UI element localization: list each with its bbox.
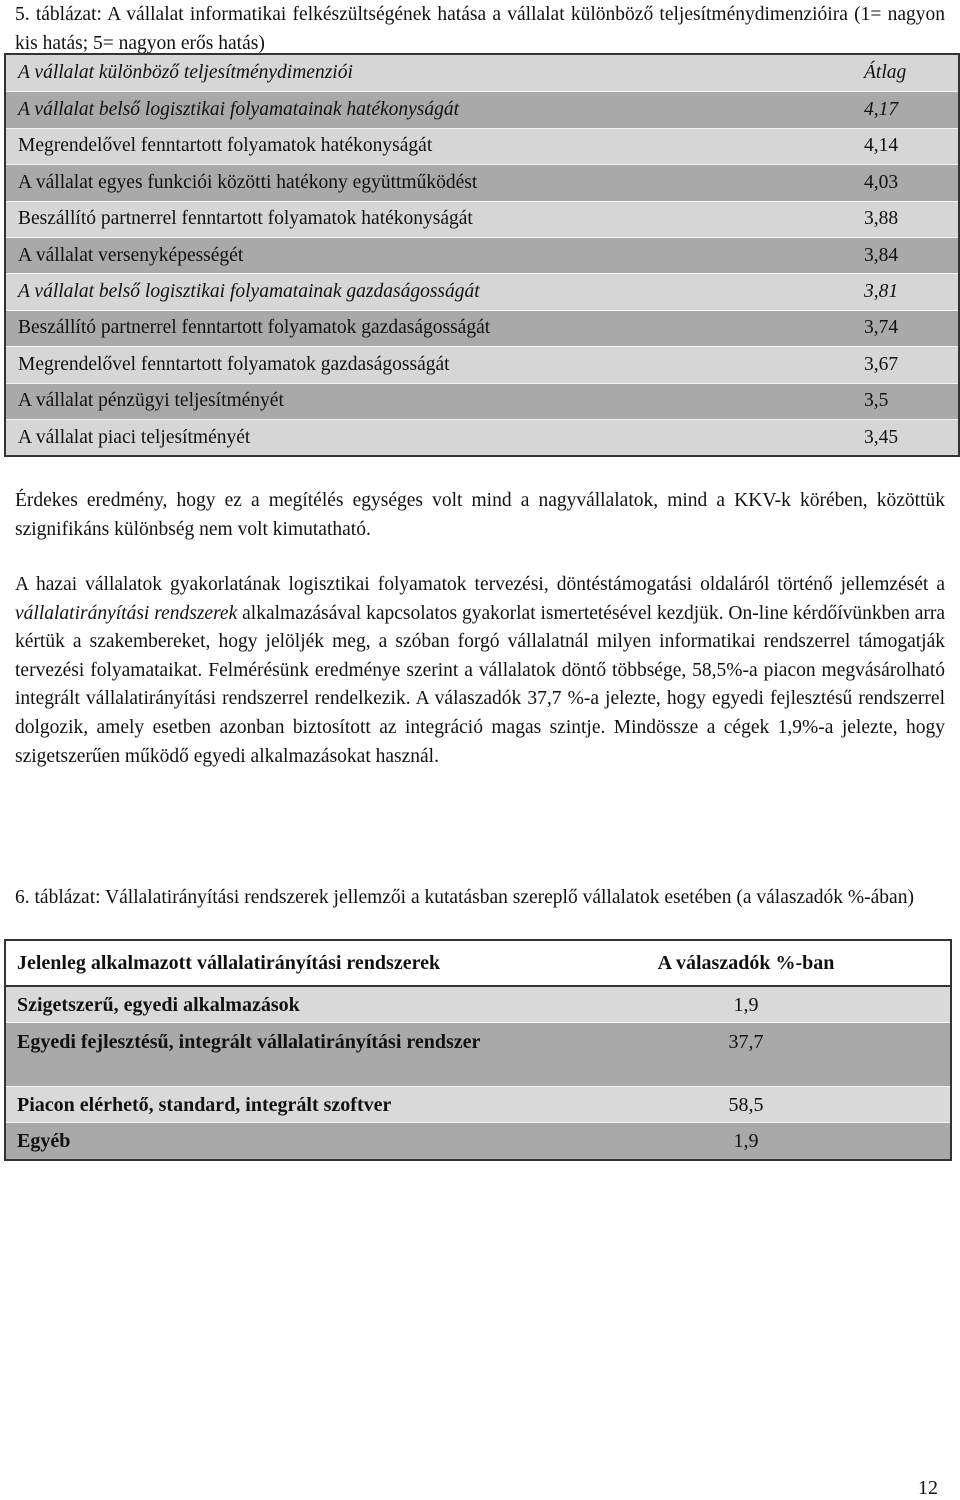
page-number: 12 — [918, 1477, 938, 1499]
table-row — [6, 383, 958, 419]
paragraph-2 — [15, 571, 945, 771]
row-label: A vállalat belső logisztikai folyamatainak hatékonyságát — [18, 99, 460, 121]
row-label: Megrendelővel fenntartott folyamatok gazdaságosságát — [18, 353, 450, 375]
row-value: 3,81 — [864, 281, 899, 303]
table-row — [6, 346, 958, 382]
row-label: A vállalat pénzügyi teljesítményét — [18, 390, 284, 412]
row-label: A vállalat piaci teljesítményét — [18, 426, 251, 448]
paragraph-2-part2: alkalmazásával kapcsolatos gyakorlat ismertetésével kezdjük. On-line kérdőívünkben arra kértük a szakembereket, hogy jelöljék meg, a szóban forgó vállalatnál milyen informatikai rendszerrel támogatják tervezési folyamataikat. Felmérésünk eredménye szerint a vállalatok döntő többsége, 58,5%-a piacon megvásárolható integrált vállalatirányítási rendszerrel rendelkezik. A válaszadók 37,7 %-a jelezte, hogy egyedi fejlesztésű rendszerrel dolgozik, amely esetben azonban biztosított az integráció magas szintje. Mindössze a cégek 1,9%-a jelezte, hogy szigetszerűen működő egyedi alkalmazásokat használ. — [15, 602, 946, 767]
table6-header-label: Jelenleg alkalmazott vállalatirányítási rendszerek — [17, 952, 441, 974]
table5-header-row — [6, 55, 958, 91]
table-row — [6, 237, 958, 273]
row-label: A vállalat egyes funkciói közötti hatékony együttműködést — [18, 171, 478, 193]
table6-caption: 6. táblázat: Vállalatirányítási rendszerek jellemzői a kutatásban szereplő vállalatok esetében (a válaszadók %-ában) — [15, 887, 914, 908]
table5-header-label: A vállalat különböző teljesítménydimenziói — [18, 62, 353, 84]
table-row — [6, 310, 958, 346]
row-label: Piacon elérhető, standard, integrált szoftver — [17, 1093, 392, 1116]
table-row — [6, 164, 958, 200]
table6-header-row — [6, 941, 950, 987]
row-value: 1,9 — [733, 1130, 759, 1152]
table-row — [6, 1123, 950, 1159]
row-label: Egyedi fejlesztésű, integrált vállalatirányítási rendszer — [17, 1031, 481, 1053]
row-label: Egyéb — [17, 1130, 71, 1152]
row-value: 3,74 — [864, 317, 899, 339]
row-value: 4,03 — [864, 171, 899, 193]
table-row — [6, 1087, 950, 1123]
row-value: 4,17 — [864, 99, 899, 121]
table-row — [6, 419, 958, 455]
row-value: 37,7 — [728, 1031, 764, 1053]
paragraph-1: Érdekes eredmény, hogy ez a megítélés egységes volt mind a nagyvállalatok, mind a KKV-k körében, közöttük szignifikáns különbség nem volt kimutatható. — [15, 490, 945, 540]
table-row — [6, 273, 958, 309]
table5-header-value: Átlag — [864, 62, 907, 84]
table-row — [6, 201, 958, 237]
table5-caption: 5. táblázat: A vállalat informatikai felkészültségének hatása a vállalat különböző teljesítménydimenzióira (1= nagyon kis hatás; 5= nagyon erős hatás) — [15, 4, 945, 54]
table-row — [6, 1023, 950, 1087]
row-value: 3,5 — [864, 390, 889, 412]
table6 — [4, 939, 952, 1161]
table5 — [4, 53, 960, 457]
table6-header-value: A válaszadók %-ban — [657, 952, 835, 974]
paragraph-2-part1: A hazai vállalatok gyakorlatának logisztikai folyamatok tervezési, döntéstámogatási oldaláról történő jellemzését a — [15, 574, 945, 595]
row-value: 1,9 — [733, 993, 759, 1016]
table-row — [6, 128, 958, 164]
row-value: 3,67 — [864, 353, 899, 375]
row-label: Beszállító partnerrel fenntartott folyamatok hatékonyságát — [18, 208, 473, 230]
row-value: 58,5 — [728, 1093, 764, 1116]
row-label: Megrendelővel fenntartott folyamatok hatékonyságát — [18, 135, 433, 157]
row-label: Beszállító partnerrel fenntartott folyamatok gazdaságosságát — [18, 317, 491, 339]
row-value: 3,88 — [864, 208, 899, 230]
table-row — [6, 91, 958, 127]
row-value: 4,14 — [864, 135, 899, 157]
row-value: 3,84 — [864, 244, 899, 266]
row-label: Szigetszerű, egyedi alkalmazások — [17, 993, 300, 1016]
row-label: A vállalat versenyképességét — [18, 244, 244, 266]
row-label: A vállalat belső logisztikai folyamatainak gazdaságosságát — [18, 281, 480, 303]
table-row — [6, 987, 950, 1023]
row-value: 3,45 — [864, 426, 899, 448]
paragraph-2-italic: vállalatirányítási rendszerek — [15, 602, 238, 624]
